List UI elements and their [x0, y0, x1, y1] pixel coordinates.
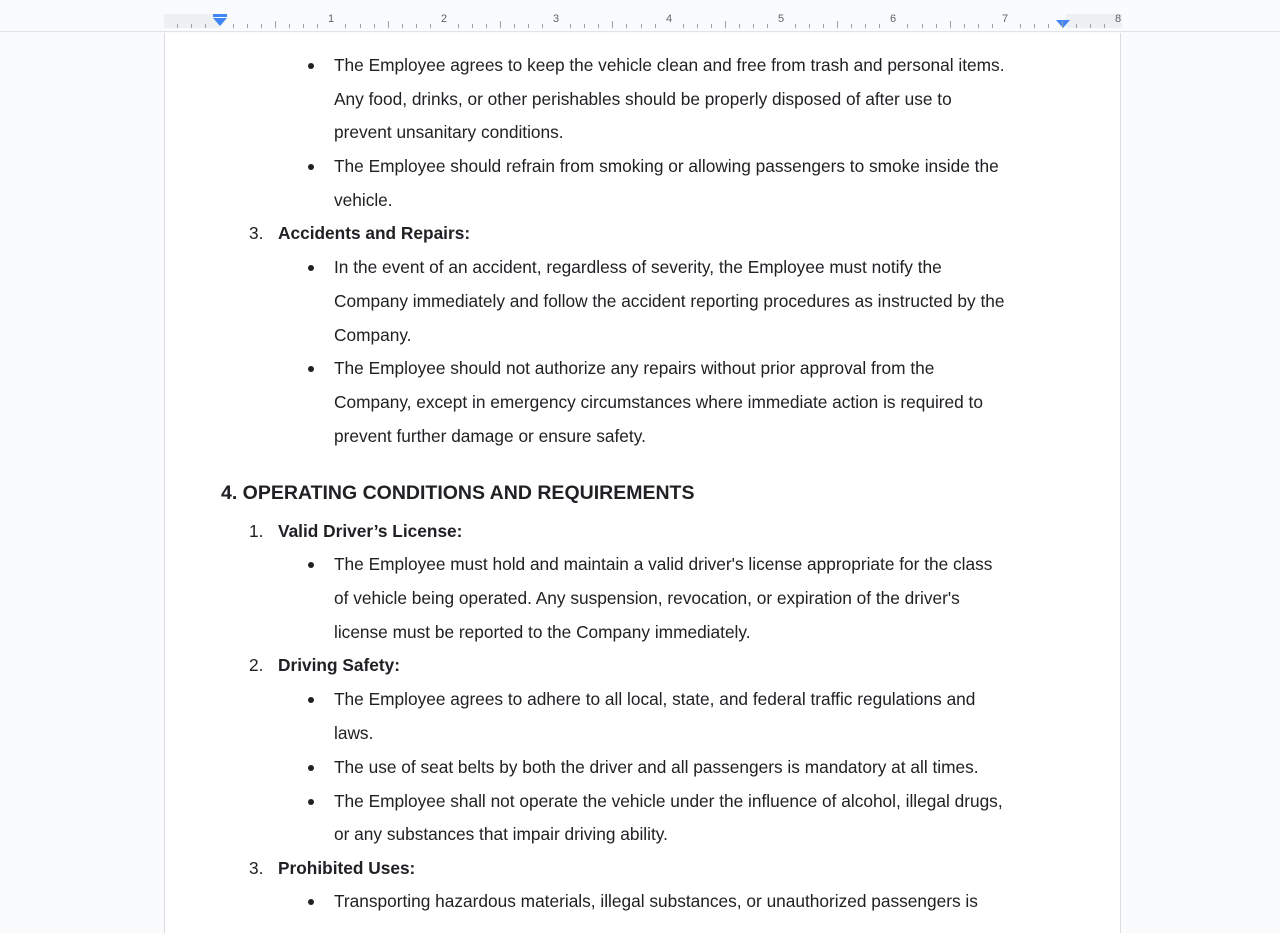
list-item-text: The use of seat belts by both the driver and all passengers is mandatory at all times.: [334, 757, 979, 777]
ruler-label-8: 8: [1114, 13, 1122, 25]
ruler-tick: [1090, 24, 1091, 28]
list-item-title: Valid Driver’s License:: [278, 521, 463, 541]
list-item-text: laws.: [334, 723, 374, 743]
ruler-tick: [1048, 24, 1049, 28]
ruler-tick: [317, 24, 318, 28]
ruler-tick: [936, 24, 937, 28]
ruler-tick: [514, 24, 515, 28]
ruler-tick: [345, 24, 346, 28]
ruler-tick: [289, 24, 290, 28]
list-item-text: Company immediately and follow the accident reporting procedures as instructed by the: [334, 291, 1005, 311]
ruler-tick: [992, 24, 993, 28]
ruler-tick: [458, 24, 459, 28]
section-heading: 4. OPERATING CONDITIONS AND REQUIREMENTS: [221, 482, 695, 504]
ruler-label-4: 4: [665, 13, 673, 25]
ruler-tick: [964, 24, 965, 28]
ruler-label-2: 2: [440, 13, 448, 25]
ruler-tick: [725, 21, 726, 28]
ruler-tick: [500, 21, 501, 28]
ruler-tick: [1104, 24, 1105, 28]
ruler-tick: [177, 24, 178, 28]
ruler-tick: [767, 24, 768, 28]
ruler-tick: [711, 24, 712, 28]
list-item-text: prevent further damage or ensure safety.: [334, 426, 646, 446]
ruler-tick: [303, 24, 304, 28]
ruler-tick: [472, 24, 473, 28]
list-number: 1.: [249, 521, 264, 541]
ruler-tick: [865, 24, 866, 28]
list-number: 2.: [249, 655, 264, 675]
list-item-text: In the event of an accident, regardless of severity, the Employee must notify the: [334, 257, 942, 277]
document-page[interactable]: [164, 33, 1121, 933]
ruler-tick: [978, 24, 979, 28]
bullet-icon: [308, 697, 314, 703]
bullet-icon: [308, 63, 314, 69]
ruler-track[interactable]: [164, 4, 1122, 30]
bullet-icon: [308, 164, 314, 170]
list-item-text: license must be reported to the Company immediately.: [334, 622, 751, 642]
list-item-text: Company.: [334, 325, 412, 345]
list-item-text: Any food, drinks, or other perishables should be properly disposed of after use to: [334, 89, 952, 109]
ruler-tick: [879, 24, 880, 28]
bullet-icon: [308, 562, 314, 568]
list-item-title: Prohibited Uses:: [278, 858, 416, 878]
ruler-tick: [486, 24, 487, 28]
ruler-tick: [402, 24, 403, 28]
ruler-tick: [626, 24, 627, 28]
ruler-tick: [851, 24, 852, 28]
ruler-tick: [247, 24, 248, 28]
ruler-tick: [430, 24, 431, 28]
bullet-icon: [308, 799, 314, 805]
list-item-text: The Employee should refrain from smoking or allowing passengers to smoke inside the: [334, 156, 999, 176]
first-line-indent-marker[interactable]: [213, 14, 227, 17]
list-item-title: Driving Safety:: [278, 655, 400, 675]
ruler-tick: [191, 24, 192, 28]
list-number: 3.: [249, 223, 264, 243]
ruler-label-3: 3: [552, 13, 560, 25]
list-number: 3.: [249, 858, 264, 878]
bullet-icon: [308, 366, 314, 372]
ruler-label-1: 1: [327, 13, 335, 25]
list-item-text: Company, except in emergency circumstances where immediate action is required to: [334, 392, 983, 412]
bullet-icon: [308, 899, 314, 905]
ruler-tick: [837, 21, 838, 28]
ruler-tick: [641, 24, 642, 28]
list-item-text: or any substances that impair driving ability.: [334, 824, 668, 844]
list-item-text: The Employee shall not operate the vehicle under the influence of alcohol, illegal drugs,: [334, 791, 1003, 811]
ruler-tick: [528, 24, 529, 28]
ruler-tick: [823, 24, 824, 28]
list-item-text: vehicle.: [334, 190, 393, 210]
list-item-text: Transporting hazardous materials, illegal substances, or unauthorized passengers is: [334, 891, 978, 911]
ruler-tick: [205, 24, 206, 28]
list-item-text: The Employee must hold and maintain a valid driver's license appropriate for the class: [334, 554, 993, 574]
list-item-text: The Employee should not authorize any repairs without prior approval from the: [334, 358, 935, 378]
ruler-tick: [809, 24, 810, 28]
ruler-tick: [570, 24, 571, 28]
ruler-tick: [697, 24, 698, 28]
ruler-tick: [388, 21, 389, 28]
ruler-tick: [542, 24, 543, 28]
ruler-tick: [1034, 24, 1035, 28]
ruler-tick: [584, 24, 585, 28]
list-item-text: The Employee agrees to adhere to all local, state, and federal traffic regulations and: [334, 689, 976, 709]
list-item-title: Accidents and Repairs:: [278, 223, 471, 243]
ruler-label-5: 5: [777, 13, 785, 25]
ruler-tick: [1062, 21, 1063, 28]
ruler-tick: [1020, 24, 1021, 28]
ruler-right-margin: [1066, 14, 1122, 28]
ruler-tick: [922, 24, 923, 28]
horizontal-ruler[interactable]: [0, 0, 1280, 32]
ruler-tick: [416, 24, 417, 28]
list-item-text: of vehicle being operated. Any suspension, revocation, or expiration of the driver's: [334, 588, 960, 608]
ruler-label-7: 7: [1001, 13, 1009, 25]
left-indent-marker[interactable]: [213, 18, 227, 26]
ruler-tick: [374, 24, 375, 28]
ruler-tick: [950, 21, 951, 28]
ruler-tick: [612, 21, 613, 28]
ruler-tick: [275, 21, 276, 28]
ruler-tick: [598, 24, 599, 28]
ruler-tick: [1076, 24, 1077, 28]
ruler-tick: [233, 24, 234, 28]
ruler-tick: [261, 24, 262, 28]
list-item-text: The Employee agrees to keep the vehicle clean and free from trash and personal items.: [334, 55, 1005, 75]
ruler-tick: [739, 24, 740, 28]
ruler-tick: [360, 24, 361, 28]
list-item-text: prevent unsanitary conditions.: [334, 122, 564, 142]
ruler-tick: [683, 24, 684, 28]
right-indent-marker[interactable]: [1056, 20, 1070, 28]
ruler-left-margin: [164, 14, 220, 28]
ruler-tick: [907, 24, 908, 28]
ruler-tick: [795, 24, 796, 28]
bullet-icon: [308, 765, 314, 771]
bullet-icon: [308, 265, 314, 271]
ruler-label-6: 6: [889, 13, 897, 25]
ruler-tick: [753, 24, 754, 28]
ruler-tick: [655, 24, 656, 28]
